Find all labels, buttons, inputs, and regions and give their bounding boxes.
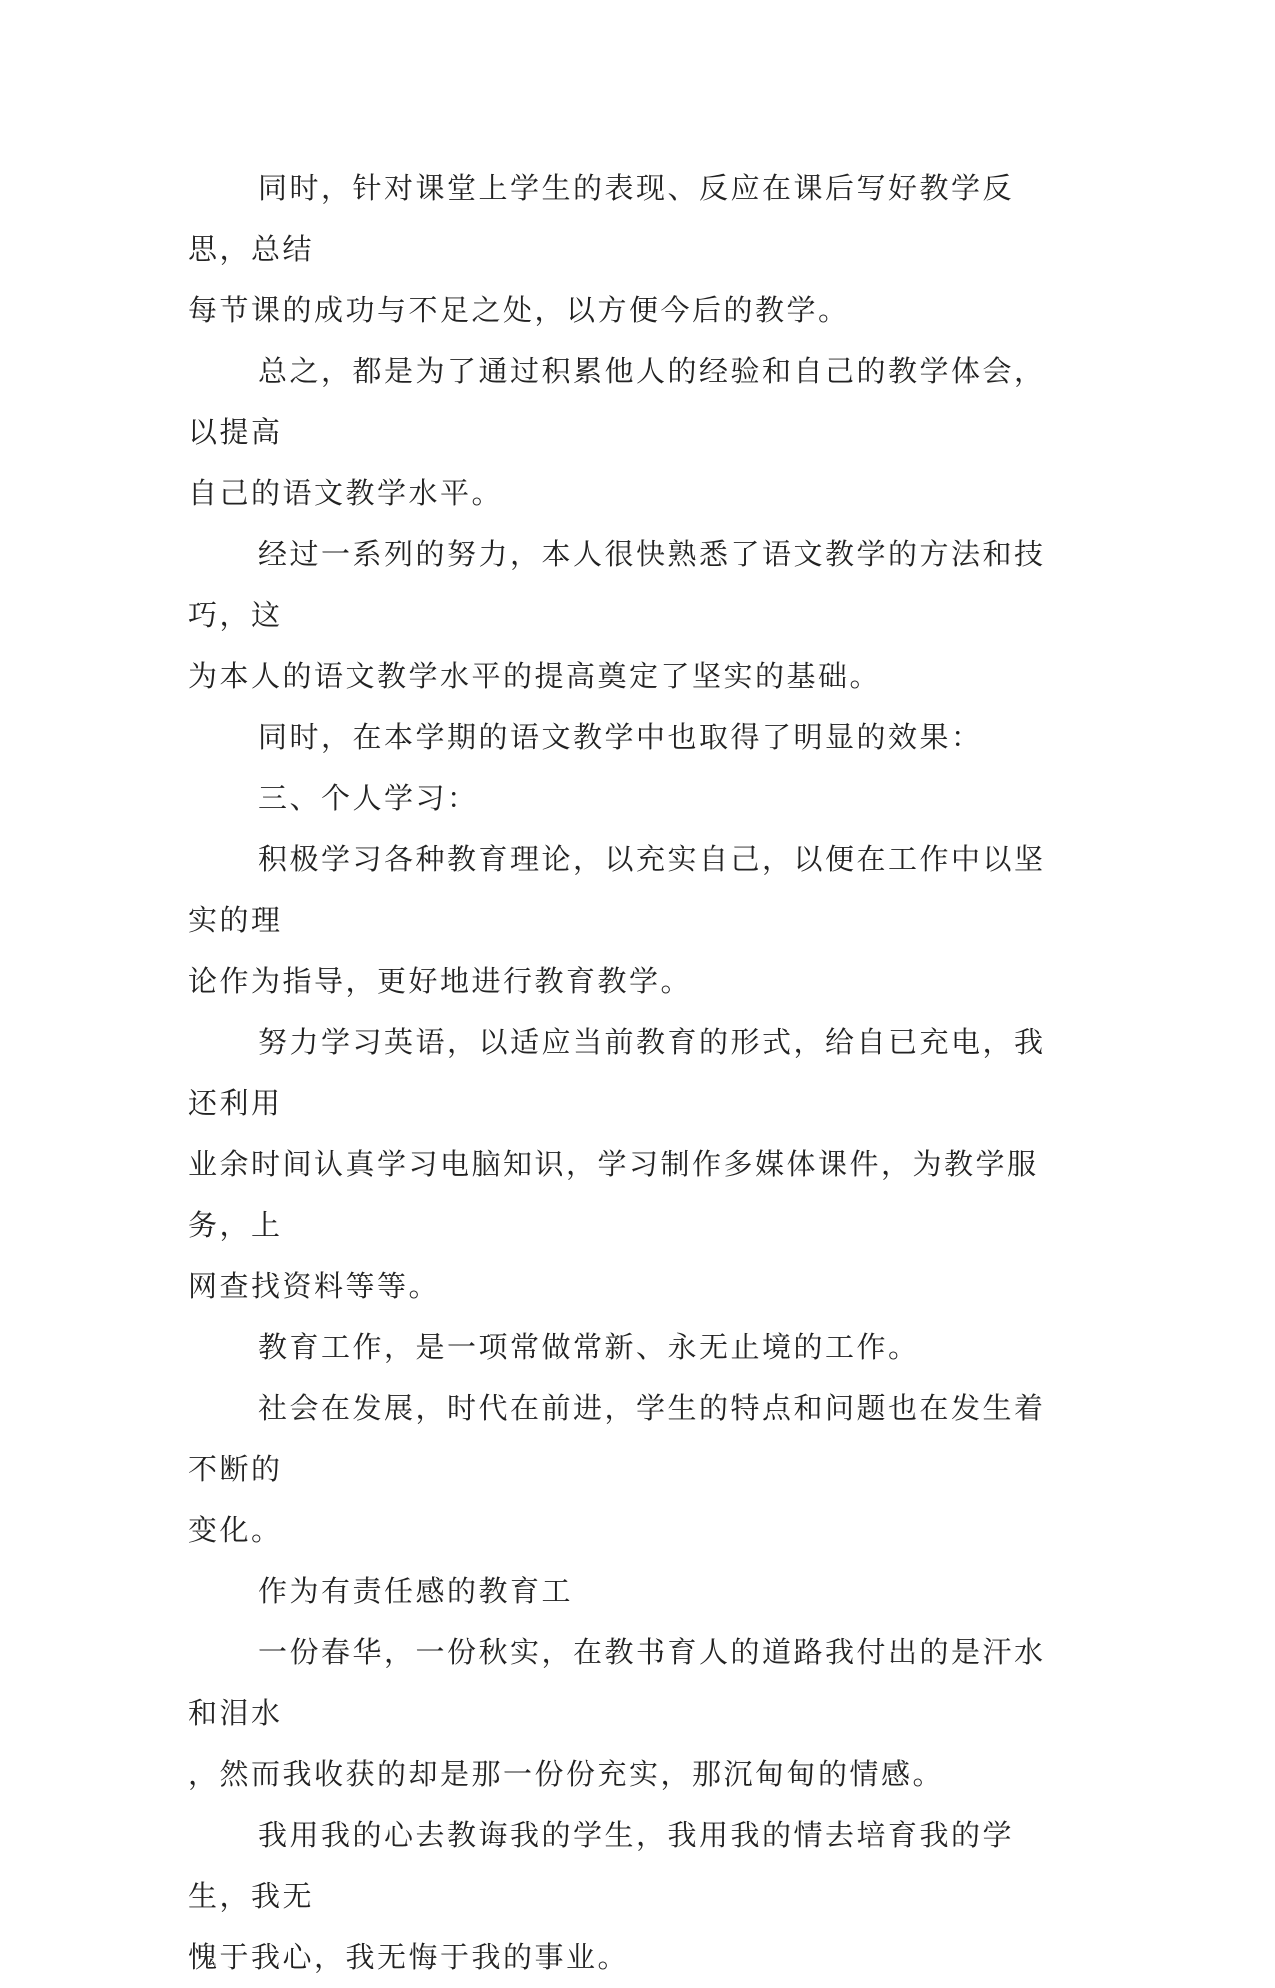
section-heading-personal-study: 三、个人学习： xyxy=(258,781,479,815)
paragraph-teaching-reflection: 同时，针对课堂上学生的表现、反应在课后写好教学反思，总结 每节课的成功与不足之处，以方便今后的教学。 xyxy=(188,171,1015,327)
paragraph-effort: 经过一系列的努力，本人很快熟悉了语文教学的方法和技巧，这 为本人的语文教学水平的提高奠定了坚实的基础。 xyxy=(188,537,1046,693)
paragraph-english-study: 努力学习英语，以适应当前教育的形式，给自已充电，我还利用 业余时间认真学习电脑知识，学习制作多媒体课件，为教学服务，上 网查找资料等等。 xyxy=(188,1025,1046,1303)
paragraph-social-development: 社会在发展，时代在前进，学生的特点和问题也在发生着不断的 变化。 xyxy=(188,1391,1046,1547)
paragraph-harvest: 一份春华，一份秋实，在教书育人的道路我付出的是汗水和泪水 ，然而我收获的却是那一份份充实，那沉甸甸的情感。 xyxy=(188,1635,1046,1791)
document-body xyxy=(188,158,1068,1988)
paragraph-results: 同时，在本学期的语文教学中也取得了明显的效果： xyxy=(258,720,983,754)
paragraph-summary: 总之，都是为了通过积累他人的经验和自己的教学体会，以提高 自己的语文教学水平。 xyxy=(188,354,1046,510)
paragraph-responsibility: 作为有责任感的教育工 xyxy=(258,1574,574,1608)
paragraph-education-work: 教育工作，是一项常做常新、永无止境的工作。 xyxy=(258,1330,920,1364)
paragraph-conclusion: 我用我的心去教诲我的学生，我用我的情去培育我的学生，我无 愧于我心，我无悔于我的事业。 xyxy=(188,1818,1015,1974)
paragraph-theory-study: 积极学习各种教育理论，以充实自己，以便在工作中以坚实的理 论作为指导，更好地进行教育教学。 xyxy=(188,842,1046,998)
